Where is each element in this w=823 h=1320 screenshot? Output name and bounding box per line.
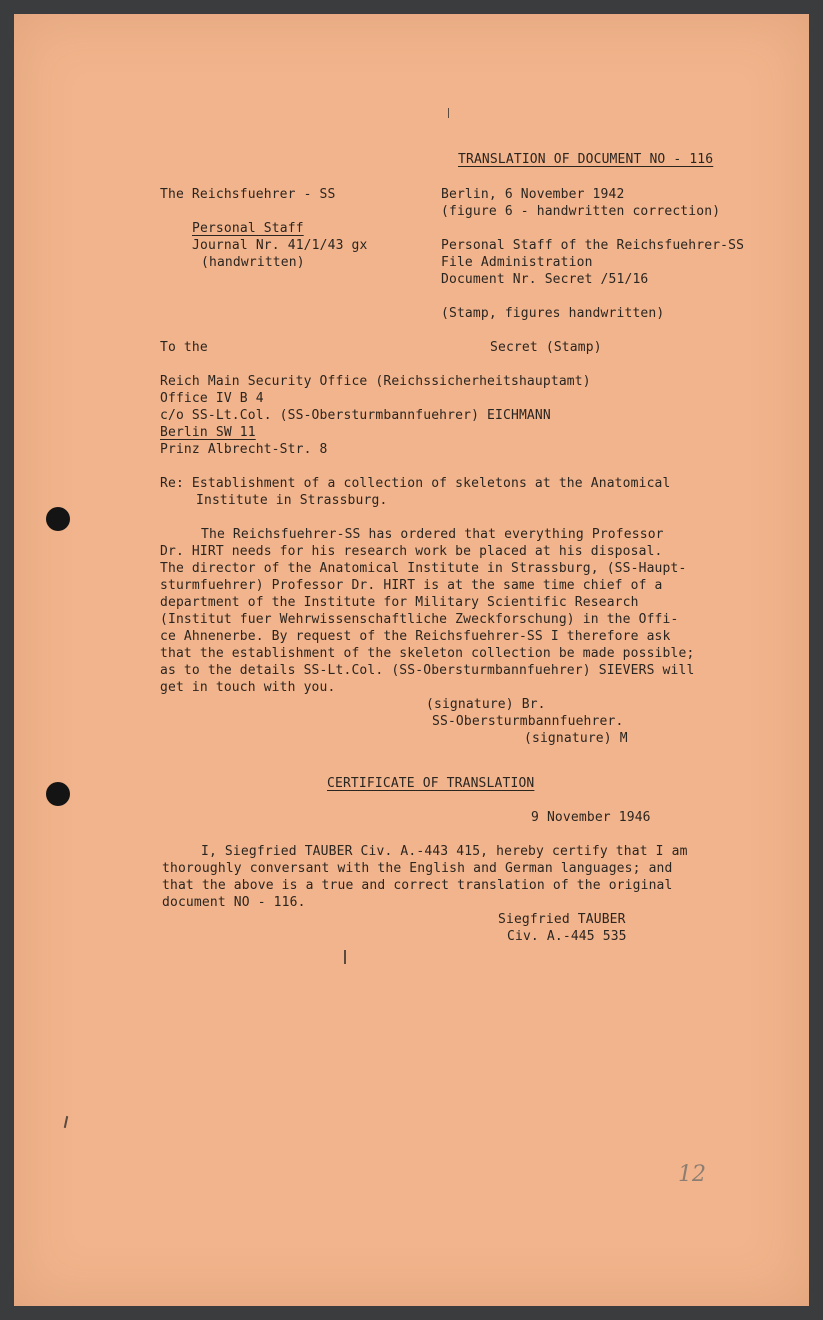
staff-line: Personal Staff of the Reichsfuehrer-SS <box>441 238 745 253</box>
recipient-line: Reich Main Security Office (Reichssicherheitshauptamt) <box>160 374 591 389</box>
recipient-line: c/o SS-Lt.Col. (SS-Obersturmbannfuehrer) EICHMANN <box>160 408 551 423</box>
signer-id: Civ. A.-445 535 <box>507 929 627 944</box>
stamp-note: (Stamp, figures handwritten) <box>441 306 665 321</box>
subject-line: Institute in Strassburg. <box>196 493 388 508</box>
secret-stamp: Secret (Stamp) <box>490 340 602 355</box>
recipient-line: Prinz Albrecht-Str. 8 <box>160 442 328 457</box>
subject-line: Re: Establishment of a collection of skeletons at the Anatomical <box>160 476 671 491</box>
ink-mark <box>448 108 449 118</box>
ink-mark <box>344 950 346 964</box>
signature-rank: SS-Obersturmbannfuehrer. <box>432 714 624 729</box>
punch-hole <box>46 782 70 806</box>
document-title: TRANSLATION OF DOCUMENT NO - 116 <box>458 152 714 167</box>
certificate-text-line: I, Siegfried TAUBER Civ. A.-443 415, hereby certify that I am <box>201 844 688 859</box>
date-note: (figure 6 - handwritten correction) <box>441 204 721 219</box>
body-line: Dr. HIRT needs for his research work be placed at his disposal. <box>160 544 663 559</box>
certificate-text-line: thoroughly conversant with the English and German languages; and <box>162 861 673 876</box>
body-line: that the establishment of the skeleton collection be made possible; <box>160 646 695 661</box>
certificate-title: CERTIFICATE OF TRANSLATION <box>327 776 535 791</box>
to-line: To the <box>160 340 208 355</box>
body-line: get in touch with you. <box>160 680 336 695</box>
signature-line: (signature) M <box>524 731 628 746</box>
sender-org: The Reichsfuehrer - SS <box>160 187 336 202</box>
body-line: sturmfuehrer) Professor Dr. HIRT is at the same time chief of a <box>160 578 663 593</box>
signature-line: (signature) Br. <box>426 697 546 712</box>
doc-number: Document Nr. Secret /51/16 <box>441 272 649 287</box>
certificate-text-line: document NO - 116. <box>162 895 306 910</box>
ink-mark <box>64 1116 68 1128</box>
sender-staff: Personal Staff <box>192 221 304 236</box>
body-line: department of the Institute for Military Scientific Research <box>160 595 639 610</box>
certificate-text-line: that the above is a true and correct translation of the original <box>162 878 673 893</box>
body-line: as to the details SS-Lt.Col. (SS-Obersturmbannfuehrer) SIEVERS will <box>160 663 695 678</box>
body-line: The director of the Anatomical Institute in Strassburg, (SS-Haupt- <box>160 561 687 576</box>
document-page <box>14 14 809 1306</box>
sender-journal: Journal Nr. 41/1/43 gx <box>192 238 368 253</box>
recipient-line: Berlin SW 11 <box>160 425 256 440</box>
certificate-date: 9 November 1946 <box>531 810 651 825</box>
page-number: 12 <box>678 1162 706 1187</box>
signer-name: Siegfried TAUBER <box>498 912 626 927</box>
place-date: Berlin, 6 November 1942 <box>441 187 625 202</box>
body-line: The Reichsfuehrer-SS has ordered that everything Professor <box>201 527 664 542</box>
sender-journal-note: (handwritten) <box>201 255 305 270</box>
body-line: ce Ahnenerbe. By request of the Reichsfuehrer-SS I therefore ask <box>160 629 671 644</box>
punch-hole <box>46 507 70 531</box>
recipient-line: Office IV B 4 <box>160 391 264 406</box>
file-admin: File Administration <box>441 255 593 270</box>
body-line: (Institut fuer Wehrwissenschaftliche Zweckforschung) in the Offi- <box>160 612 679 627</box>
